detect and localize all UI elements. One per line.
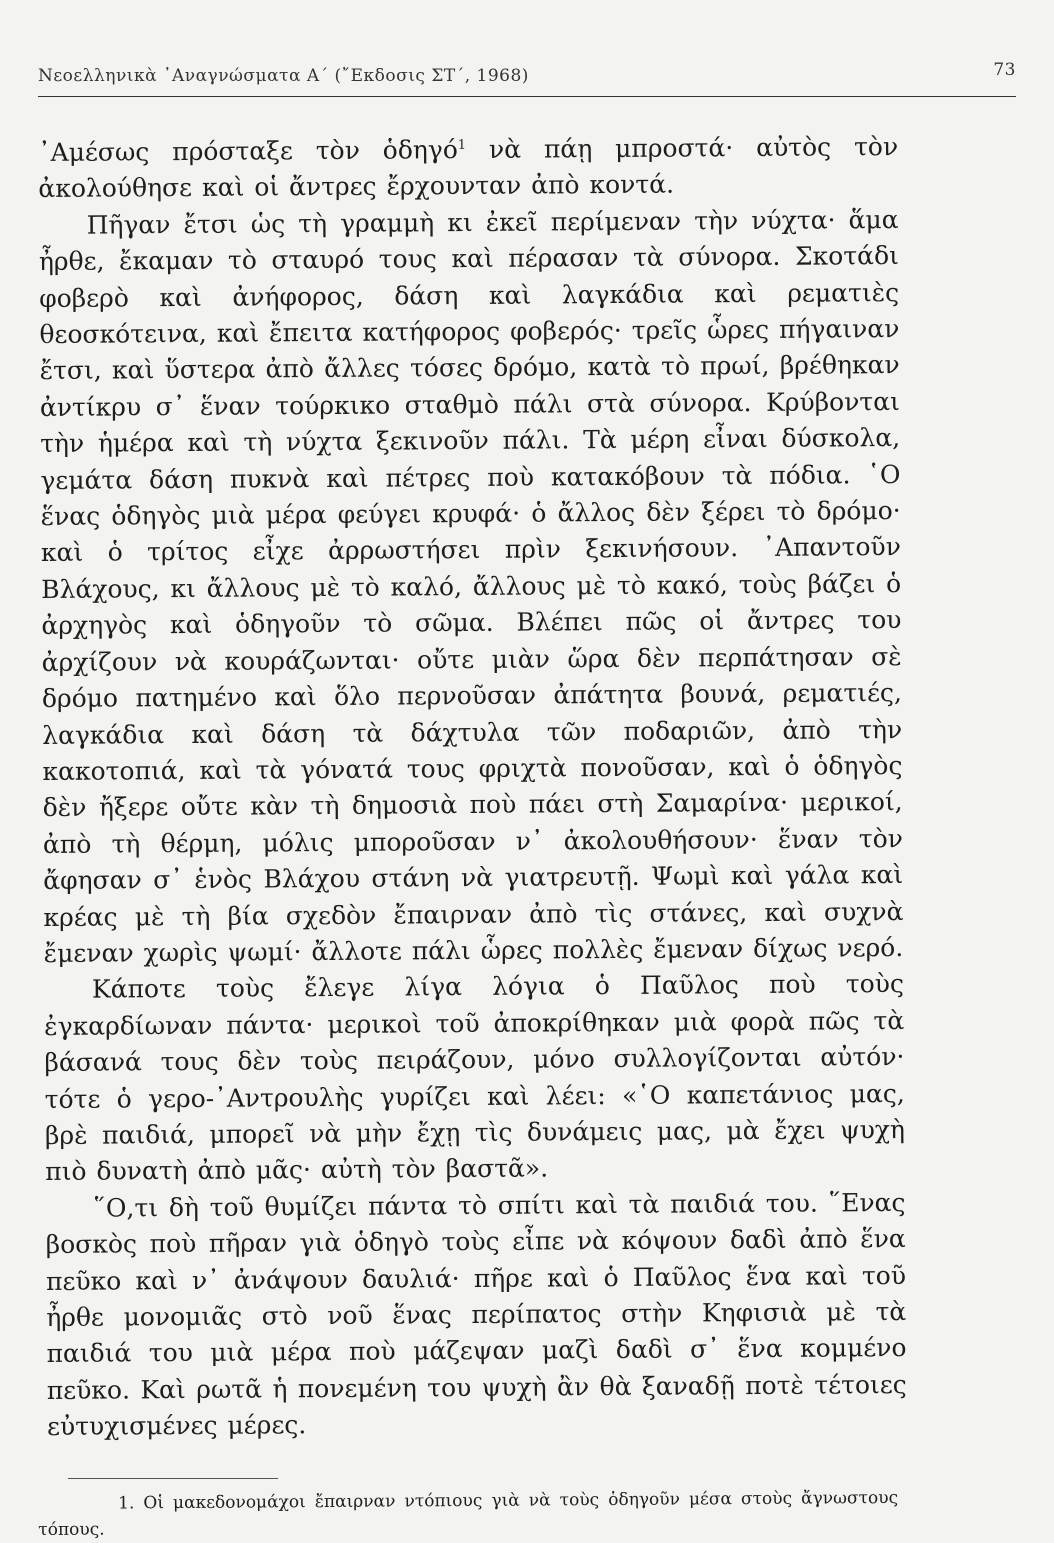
header-rule bbox=[38, 96, 1016, 97]
running-head-title: Νεοελληνικὰ ᾿Αναγνώσματα Α΄ (῎Εκδοσις ΣΤ΄, 1968) bbox=[38, 66, 529, 86]
footnote-rule bbox=[68, 1478, 278, 1479]
paragraph-3: Κάποτε τοὺς ἔλεγε λίγα λόγια ὁ Παῦλος ποὺ τοὺς ἐγκαρδίωναν πάντα· μερικοὶ τοῦ ἀποκρίθηκαν μιὰ φορὰ πῶς τὰ βάσανά τους δὲν τοὺς πειράζουν, μόνο συλλογίζονται αὐτόν· τότε ὁ γερο-᾿Αντρουλὴς γυρίζει καὶ λέει: «῾Ο καπετάνιος μας, βρὲ παιδιά, μπορεῖ νὰ μὴν ἔχῃ τὶς δυνάμεις μας, μὰ ἔχει ψυχὴ πιὸ δυνατὴ ἀπὸ μᾶς· αὐτὴ τὸν βαστᾶ». bbox=[44, 969, 906, 1187]
page-number: 73 bbox=[993, 60, 1016, 80]
running-head bbox=[38, 60, 1016, 90]
footnote-reference: 1 bbox=[457, 137, 467, 153]
paragraph-1-text: ᾿Αμέσως πρόσταξε τὸν ὁδηγό bbox=[38, 135, 458, 167]
paragraph-1-text-rest: νὰ πάῃ μπροστά· αὐτὸς τὸν ἀκολούθησε καὶ οἱ ἄντρες ἔρχουνταν ἀπὸ κοντά. bbox=[38, 131, 899, 204]
footnote: 1. Οἱ μακεδονομάχοι ἔπαιρναν ντόπιους γιὰ νὰ τοὺς ὁδηγοῦν μέσα στοὺς ἄγνωστους τόπους. bbox=[38, 1487, 899, 1540]
paragraph-4: ῞Ο,τι δὴ τοῦ θυμίζει πάντα τὸ σπίτι καὶ τὰ παιδιά του. ῞Ενας βοσκὸς ποὺ πῆραν γιὰ ὁδηγὸ τοὺς εἶπε νὰ κόψουν δαδὶ ἀπὸ ἕνα πεῦκο καὶ ν᾿ ἀνάψουν δαυλιά· πῆρε καὶ ὁ Παῦλος ἕνα καὶ τοῦ ἦρθε μονομιᾶς στὸ νοῦ ἕνας περίπατος στὴν Κηφισιὰ μὲ τὰ παιδιά του μιὰ μέρα ποὺ μάζεψαν μαζὶ δαδὶ σ᾿ ἕνα κομμένο πεῦκο. Καὶ ρωτᾶ ἡ πονεμένη του ψυχὴ ἂν θὰ ξαναδῇ ποτὲ τέτοιες εὐτυχισμένες μέρες. bbox=[45, 1187, 907, 1442]
paragraph-2: Πῆγαν ἔτσι ὡς τὴ γραμμὴ κι ἐκεῖ περίμεναν τὴν νύχτα· ἅμα ἦρθε, ἔκαμαν τὸ σταυρό τους καὶ πέρασαν τὰ σύνορα. Σκοτάδι φοβερὸ καὶ ἀνήφορος, δάση καὶ λαγκάδια καὶ ρεματιὲς θεοσκότεινα, καὶ ἔπειτα κατήφορος φοβερός· τρεῖς ὧρες πήγαιναν ἔτσι, καὶ ὕστερα ἀπὸ ἄλλες τόσες δρόμο, κατὰ τὸ πρωί, βρέθηκαν ἀντίκρυ σ᾿ ἕναν τούρκικο σταθμὸ πάλι στὰ σύνορα. Κρύβονται τὴν ἡμέρα καὶ τὴ νύχτα ξεκινοῦν πάλι. Τὰ μέρη εἶναι δύσκολα, γεμάτα δάση πυκνὰ καὶ πέτρες ποὺ κατακόβουν τὰ πόδια. ῾Ο ἕνας ὁδηγὸς μιὰ μέρα φεύγει κρυφά· ὁ ἄλλος δὲν ξέρει τὸ δρόμο· καὶ ὁ τρίτος εἶχε ἀρρωστήσει πρὶν ξεκινήσουν. ᾿Απαντοῦν Βλάχους, κι ἄλλους μὲ τὸ καλό, ἄλλους μὲ τὸ κακό, τοὺς βάζει ὁ ἀρχηγὸς καὶ ὁδηγοῦν τὸ σῶμα. Βλέπει πῶς οἱ ἄντρες του ἀρχίζουν νὰ κουράζωνται· οὔτε μιὰν ὥρα δὲν περπάτησαν σὲ δρόμο πατημένο καὶ ὅλο περνοῦσαν ἀπάτητα βουνά, ρεματιές, λαγκάδια καὶ δάση τὰ δάχτυλα τῶν ποδαριῶν, ἀπὸ τὴν κακοτοπιά, καὶ τὰ γόνατά τους φριχτὰ πονοῦσαν, καὶ ὁ ὁδηγὸς δὲν ἤξερε οὔτε κὰν τὴ δημοσιὰ ποὺ πάει στὴ Σαμαρίνα· μερικοί, ἀπὸ τὴ θέρμη, μόλις μποροῦσαν ν᾿ ἀκολουθήσουν· ἕναν τὸν ἄφησαν σ᾿ ἑνὸς Βλάχου στάνη νὰ γιατρευτῇ. Ψωμὶ καὶ γάλα καὶ κρέας μὲ τὴ βία σχεδὸν ἔπαιρναν ἀπὸ τὶς στάνες, καὶ συχνὰ ἔμεναν χωρὶς ψωμί· ἄλλοτε πάλι ὧρες πολλὲς ἔμεναν δίχως νερό. bbox=[38, 204, 904, 968]
paragraph-1 bbox=[38, 129, 898, 208]
main-text bbox=[38, 129, 907, 1446]
